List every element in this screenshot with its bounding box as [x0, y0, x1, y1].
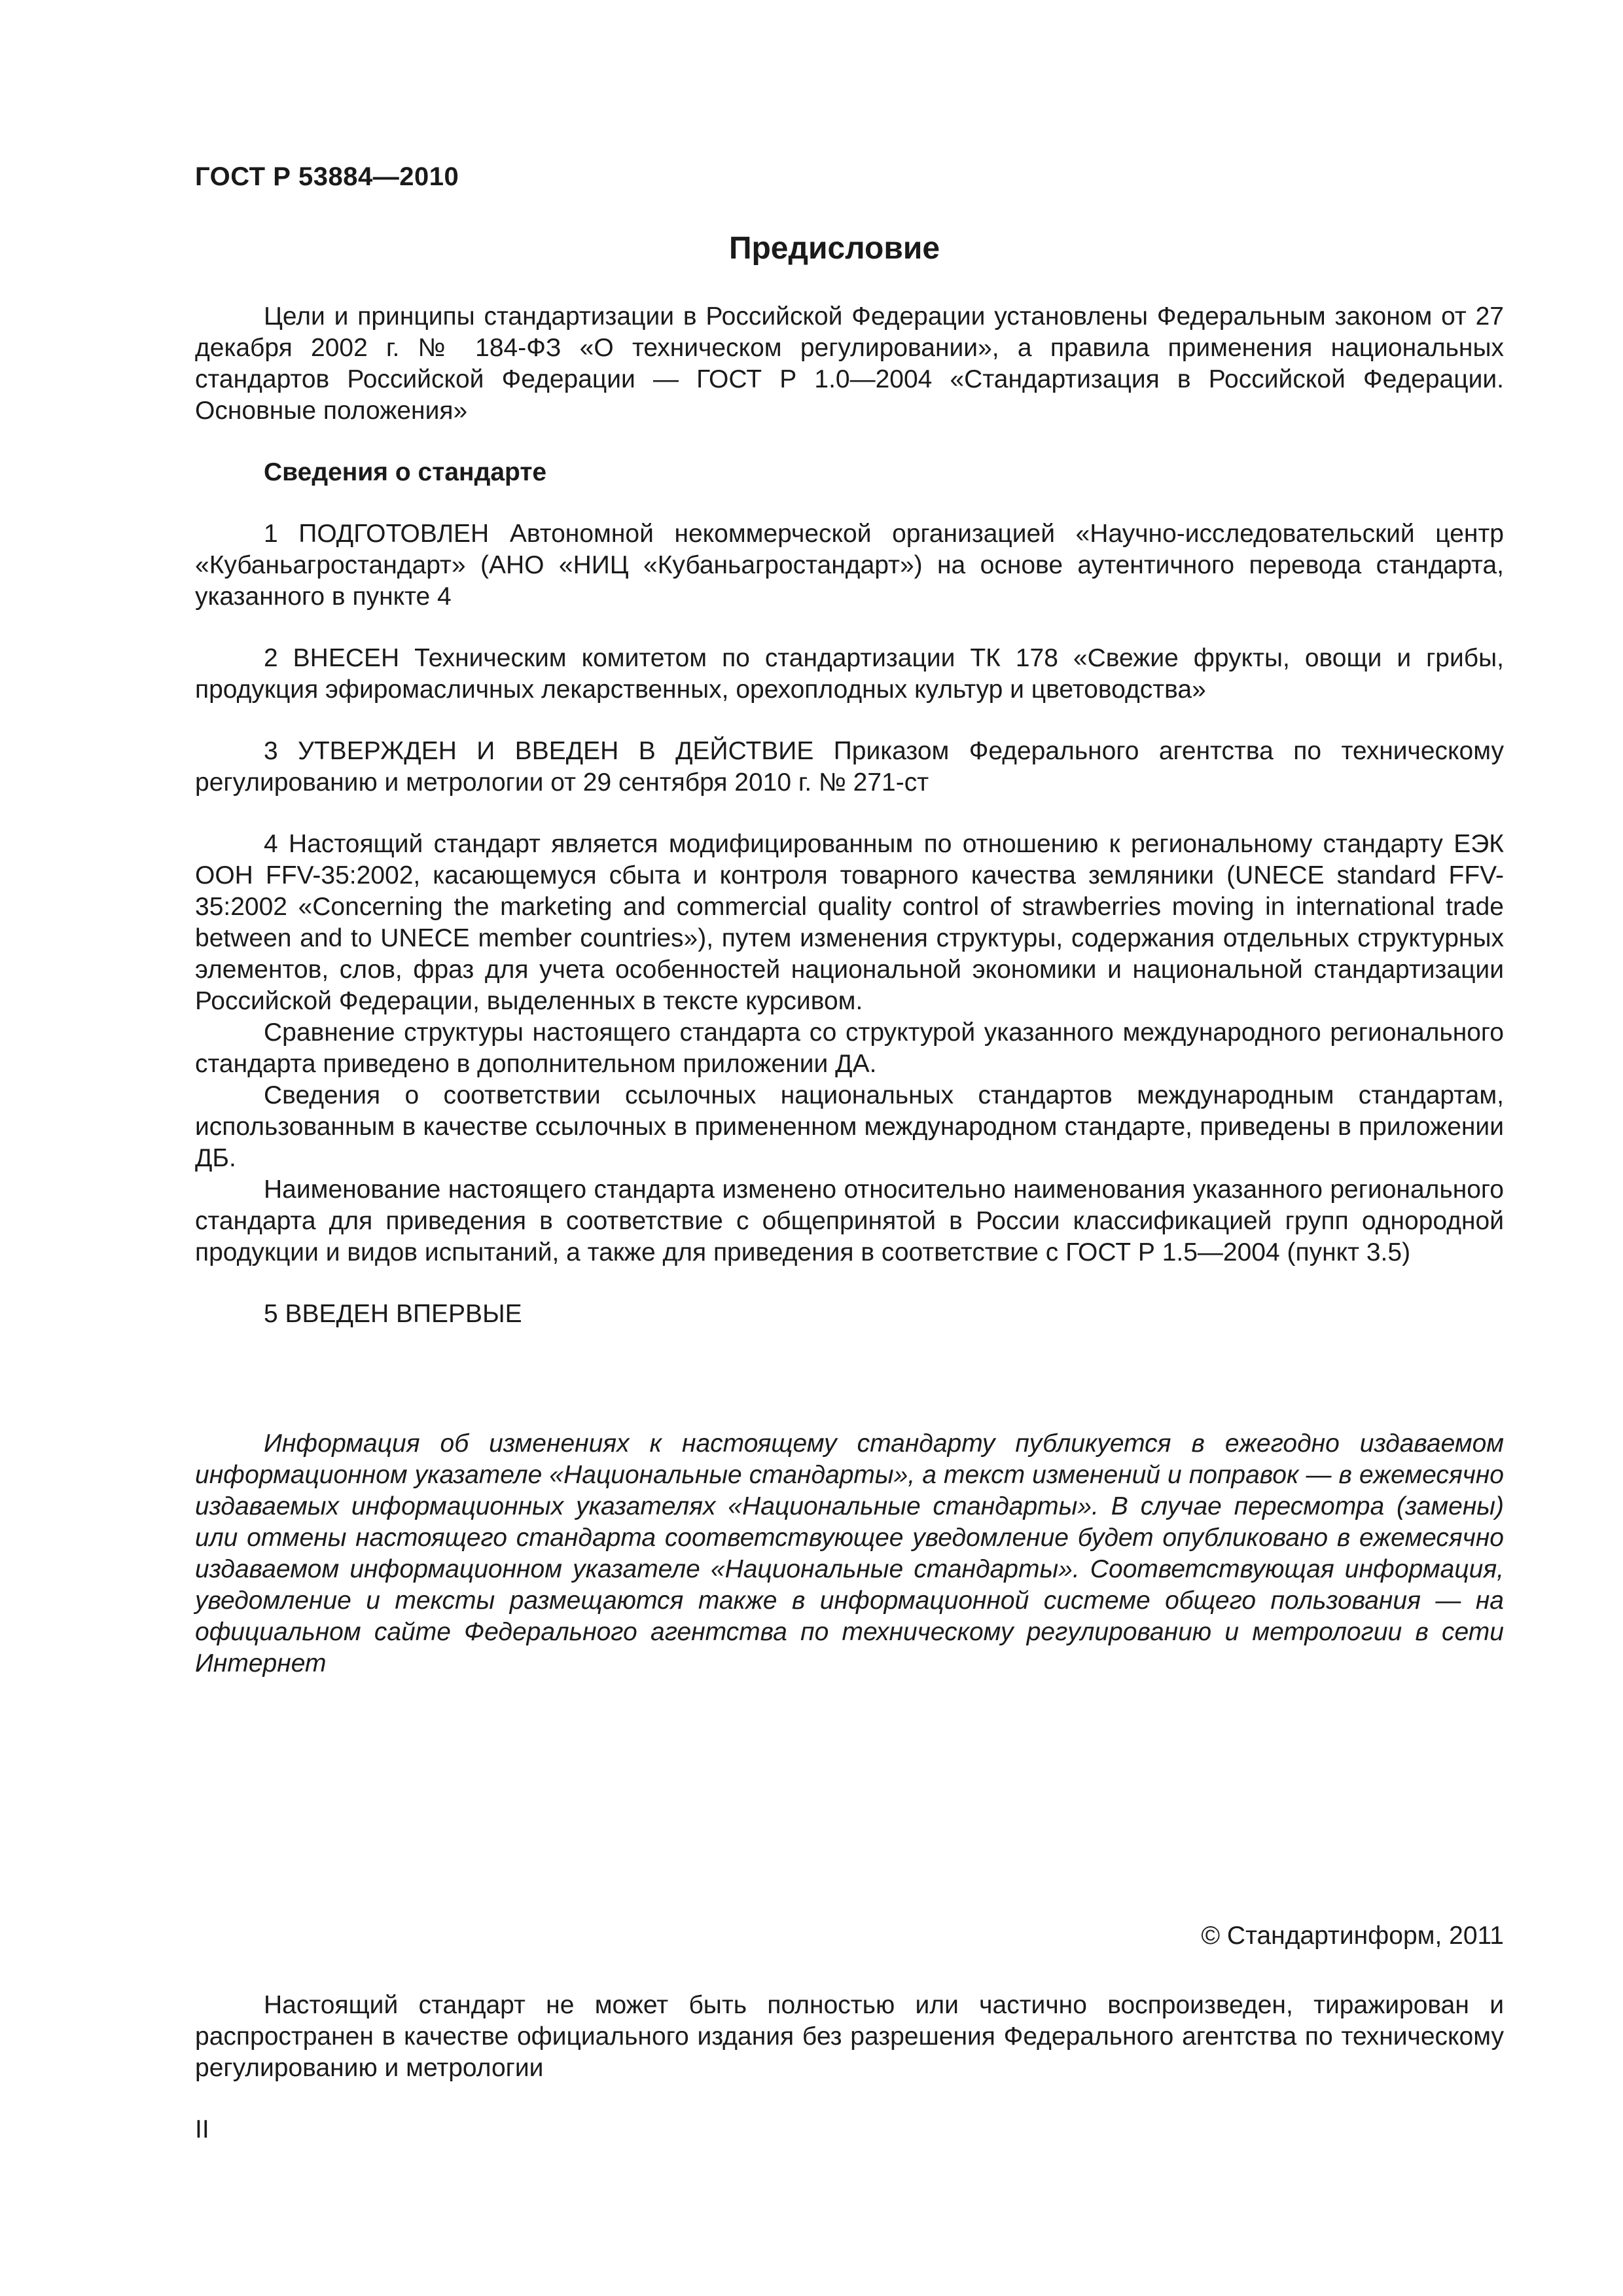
item-4-comparison-paragraph: Сравнение структуры настоящего стандарта со структурой указанного международного регионального стандарта приведено в дополнительном приложении ДА.: [195, 1018, 1504, 1078]
item-5-paragraph: 5 ВВЕДЕН ВПЕРВЫЕ: [264, 1300, 522, 1328]
change-info-block: [195, 1428, 1504, 1679]
item-2-paragraph: 2 ВНЕСЕН Техническим комитетом по стандартизации ТК 178 «Свежие фрукты, овощи и грибы, продукция эфиромасличных лекарственных, орехоплодных культур и цветоводства»: [195, 644, 1504, 704]
document-id-header: ГОСТ Р 53884—2010: [195, 162, 459, 191]
page-number: II: [195, 2115, 209, 2144]
copyright-line: © Стандартинформ, 2011: [1201, 1922, 1504, 1950]
item-4-name-change-paragraph: Наименование настоящего стандарта изменено относительно наименования указанного регионального стандарта для приведения в соответствие с общепринятой в России классификацией групп однородной продукции и видов испытаний, а также для приведения в соответствие с ГОСТ Р 1.5—2004 (пункт 3.5): [195, 1175, 1504, 1266]
reproduction-notice: Настоящий стандарт не может быть полностью или частично воспроизведен, тиражирован и распространен в качестве официального издания без разрешения Федерального агентства по техническому регулированию и метрологии: [195, 1991, 1504, 2082]
item-3-paragraph: 3 УТВЕРЖДЕН И ВВЕДЕН В ДЕЙСТВИЕ Приказом Федерального агентства по техническому регулированию и метрологии от 29 сентября 2010 г. № 271-ст: [195, 737, 1504, 797]
item-4-paragraph: 4 Настоящий стандарт является модифицированным по отношению к региональному стандарту ЕЭК ООН FFV-35:2002, касающемуся сбыта и контроля товарного качества земляники (UNECE standard FFV-35:2002 «Concerning the marketing and commercial quality control of strawberries moving in international trade between and to UNECE member countries»), путем изменения структуры, содержания отдельных структурных элементов, слов, фраз для учета особенностей национальной экономики и национальной стандартизации Российской Федерации, выделенных в тексте курсивом.: [195, 830, 1504, 1015]
item-4-references-paragraph: Сведения о соответствии ссылочных национальных стандартов международным стандартам, использованным в качестве ссылочных в примененном международном стандарте, приведены в приложении ДБ.: [195, 1081, 1504, 1172]
intro-paragraph: Цели и принципы стандартизации в Российской Федерации установлены Федеральным законом от 27 декабря 2002 г. № 184-ФЗ «О техническом регулировании», а правила применения национальных стандартов Российской Федерации — ГОСТ Р 1.0—2004 «Стандартизация в Российской Федерации. Основные положения»: [195, 302, 1504, 425]
page-title: Предисловие: [728, 231, 940, 266]
foreword-body: [195, 301, 1504, 1679]
standard-info-heading: Сведения о стандарте: [264, 458, 547, 486]
change-info-paragraph: Информация об изменениях к настоящему стандарту публикуется в ежегодно издаваемом информационном указателе «Национальные стандарты», а текст изменений и поправок — в ежемесячно издаваемых информационных указателях «Национальные стандарты». В случае пересмотра (замены) или отмены настоящего стандарта соответствующее уведомление будет опубликовано в ежемесячно издаваемом информационном указателе «Национальные стандарты». Соответствующая информация, уведомление и тексты размещаются также в информационной системе общего пользования — на официальном сайте Федерального агентства по техническому регулированию и метрологии в сети Интернет: [195, 1429, 1504, 1677]
item-1-paragraph: 1 ПОДГОТОВЛЕН Автономной некоммерческой организацией «Научно-исследовательский центр «Кубаньагростандарт» (АНО «НИЦ «Кубаньагростандарт») на основе аутентичного перевода стандарта, указанного в пункте 4: [195, 520, 1504, 611]
